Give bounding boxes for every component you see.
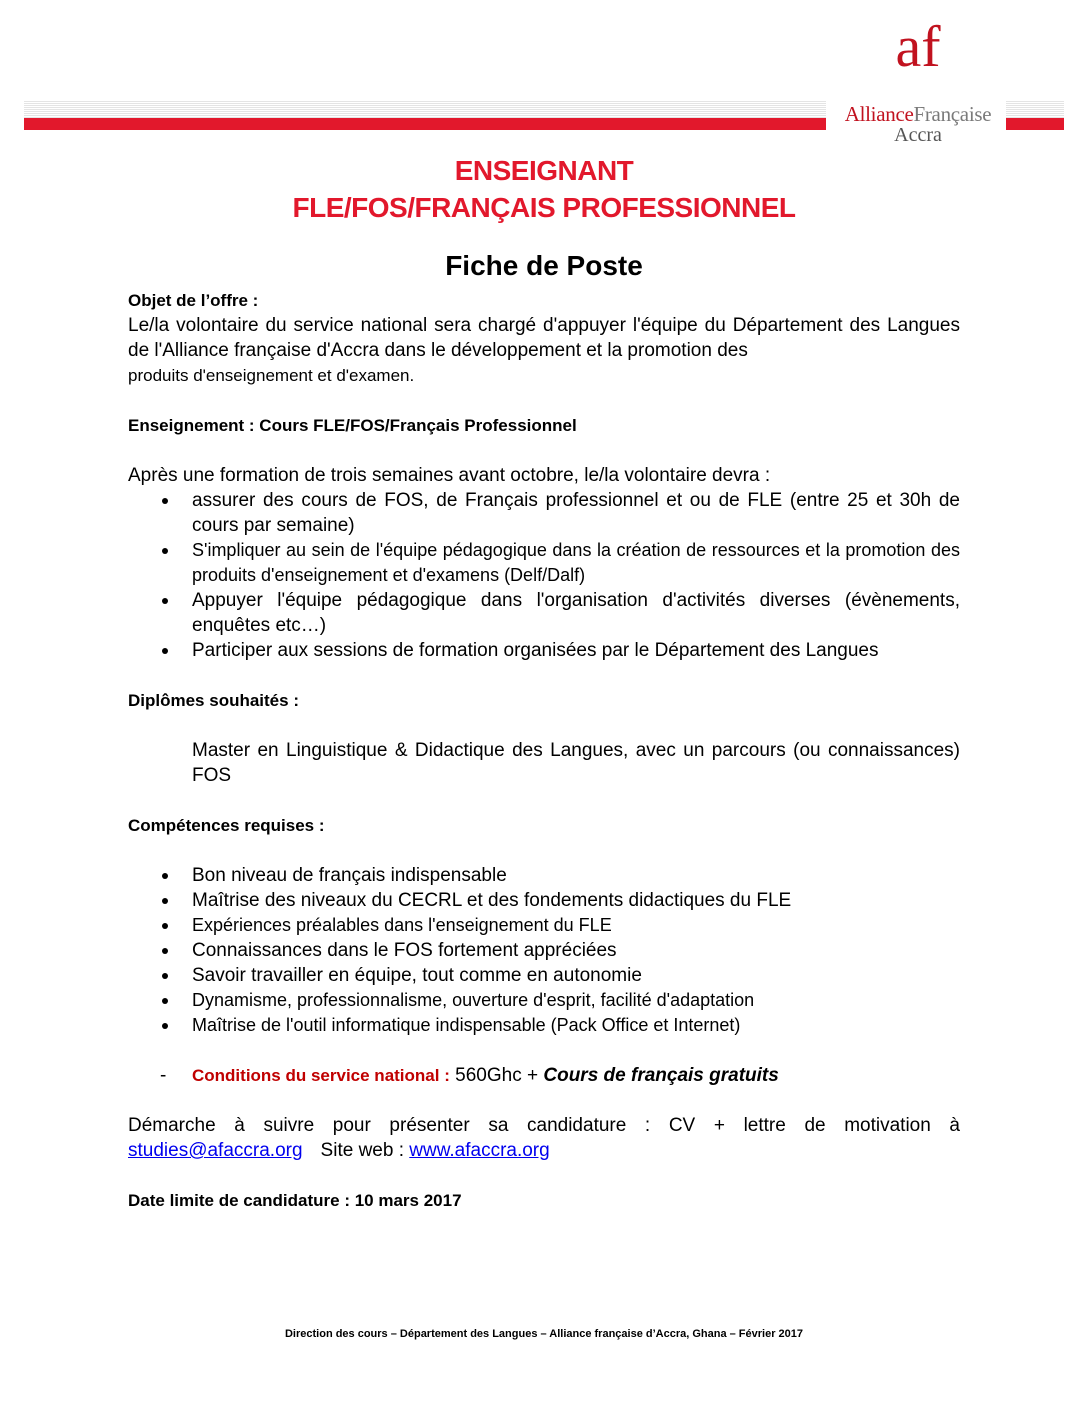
conditions-amount: 560Ghc — [455, 1065, 522, 1086]
website-link[interactable]: www.afaccra.org — [409, 1140, 550, 1161]
objet-text: Le/la volontaire du service national sera chargé d'appuyer l'équipe du Département des Langues de l'Alliance française d'Accra dans le développement et la promotion des produits d'enseignement et d'examen. — [128, 315, 960, 385]
enseignement-intro: Après une formation de trois semaines avant octobre, le/la volontaire devra : — [128, 465, 771, 486]
svg-text:af: af — [895, 20, 941, 78]
page-subtitle: Fiche de Poste — [445, 250, 643, 281]
af-logo-mark — [883, 20, 953, 78]
objet-heading: Objet de l’offre : — [128, 291, 259, 310]
list-item: Maîtrise des niveaux du CECRL et des fondements didactiques du FLE — [128, 888, 960, 913]
list-item: Bon niveau de français indispensable — [128, 863, 960, 888]
site-label: Site web : — [320, 1140, 404, 1161]
page-title-line2: FLE/FOS/FRANÇAIS PROFESSIONNEL — [292, 192, 796, 223]
document-body — [128, 288, 960, 1213]
candidature-text: Démarche à suivre pour présenter sa candidature : CV + lettre de motivation à — [128, 1115, 960, 1136]
competences-heading: Compétences requises : — [128, 816, 325, 835]
email-link[interactable]: studies@afaccra.org — [128, 1140, 303, 1161]
list-item: assurer des cours de FOS, de Français professionnel et ou de FLE (entre 25 et 30h de cours par semaine) — [128, 488, 960, 538]
list-item: Dynamisme, professionnalisme, ouverture d'esprit, facilité d'adaptation — [128, 988, 960, 1013]
logo-city: Accra — [894, 124, 942, 146]
logo-name: AllianceFrançaise — [844, 102, 992, 126]
conditions-label: Conditions du service national : — [192, 1066, 450, 1085]
conditions-plus: + — [526, 1065, 539, 1086]
deadline: Date limite de candidature : 10 mars 2017 — [128, 1191, 462, 1210]
page-title-line1: ENSEIGNANT — [454, 155, 634, 186]
list-item: S'impliquer au sein de l'équipe pédagogique dans la création de ressources et la promotion des produits d'enseignement et d'examens (Delf/Dalf) — [128, 538, 960, 588]
alliance-francaise-logo — [836, 20, 1000, 148]
list-item: Participer aux sessions de formation organisées par le Département des Langues — [128, 638, 960, 663]
page-footer: Direction des cours – Département des Langues – Alliance française d’Accra, Ghana – Février 2017 — [284, 1328, 804, 1340]
list-item: Appuyer l'équipe pédagogique dans l'organisation d'activités diverses (évènements, enquêtes etc…) — [128, 588, 960, 638]
header-stripes — [24, 101, 826, 118]
dash-marker: - — [160, 1065, 167, 1086]
enseignement-heading: Enseignement : Cours FLE/FOS/Français Professionnel — [128, 416, 577, 435]
conditions-bonus: Cours de français gratuits — [543, 1065, 779, 1086]
list-item: Connaissances dans le FOS fortement appréciées — [128, 938, 960, 963]
list-item: Savoir travailler en équipe, tout comme en autonomie — [128, 963, 960, 988]
candidature-links — [128, 1138, 960, 1163]
diplomes-text: Master en Linguistique & Didactique des Langues, avec un parcours (ou connaissances) FOS — [192, 740, 960, 786]
header-red-bar — [24, 118, 826, 130]
list-item: Maîtrise de l'outil informatique indispensable (Pack Office et Internet) — [128, 1013, 960, 1038]
header-red-bar-right — [1006, 118, 1064, 130]
diplomes-heading: Diplômes souhaités : — [128, 691, 299, 710]
conditions-line — [128, 1063, 960, 1088]
competences-list — [128, 863, 960, 1038]
header-stripes-right — [1006, 101, 1064, 118]
enseignement-list — [128, 488, 960, 663]
list-item: Expériences préalables dans l'enseignement du FLE — [128, 913, 960, 938]
